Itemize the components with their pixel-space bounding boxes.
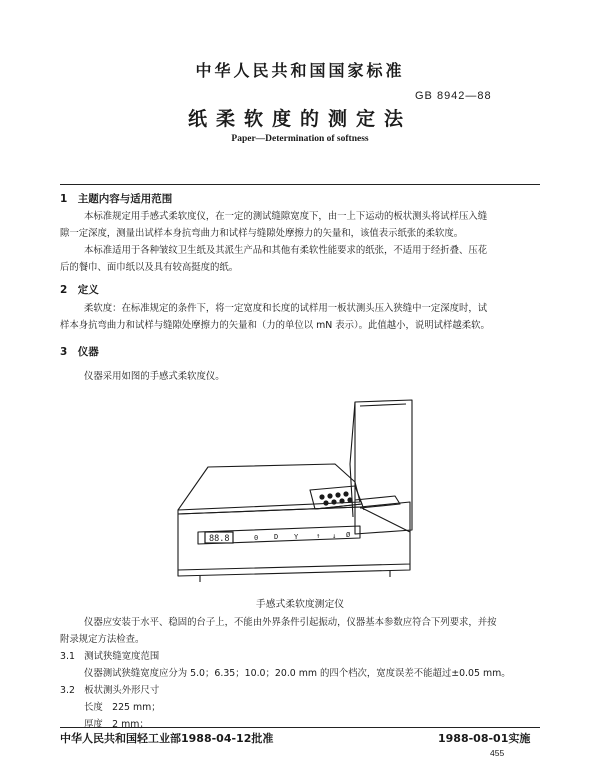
document-title: 纸柔软度的测定法 (187, 108, 412, 130)
header-divider (60, 184, 540, 185)
section-2-heading: 2 定义 (60, 284, 99, 296)
section-1-paragraph-1a: 本标准规定用手感式柔软度仪，在一定的测试缝隙宽度下，由一上下运动的板状测头将试样压入缝 (84, 211, 488, 222)
sample-tray-holes (319, 491, 352, 505)
probe-length: 长度 225 mm； (84, 702, 161, 713)
softness-tester-figure (150, 392, 460, 597)
clause-3-1-heading: 3.1 测试狭缝宽度范围 (60, 651, 160, 662)
section-2-paragraph-1b: 样本身抗弯曲力和试样与缝隙处摩擦力的矢量和（力的单位以 mN 表示）。此值越小，说明试样越柔软。 (60, 320, 490, 331)
panel-button-y: Y (294, 533, 299, 541)
approval-line: 中华人民共和国轻工业部1988-04-12批准 (60, 732, 274, 745)
clause-3-1-text: 仪器测试狭缝宽度应分为 5.0；6.35；10.0；20.0 mm 的四个档次，宽度误差不能超过±0.05 mm。 (84, 668, 511, 679)
installation-paragraph-a: 仪器应安装于水平、稳固的台子上，不能由外界条件引起振动，仪器基本参数应符合下列要求，并按 (84, 617, 497, 628)
lid-inner-panel (360, 404, 406, 406)
section-1-heading: 1 主题内容与适用范围 (60, 193, 173, 205)
section-3-heading: 3 仪器 (60, 346, 99, 358)
panel-button-d: D (274, 533, 279, 541)
section-1-paragraph-2a: 本标准适用于各种皱纹卫生纸及其派生产品和其他有柔软性能要求的纸张，不适用于经折叠、压花 (84, 245, 488, 256)
clause-3-2-heading: 3.2 板状测头外形尺寸 (60, 685, 160, 696)
display-readout: 88.8 (209, 534, 230, 544)
issuing-organization: 中华人民共和国国家标准 (195, 61, 405, 80)
panel-button-zero: 0 (254, 534, 259, 542)
page-number: 455 (490, 748, 505, 758)
front-panel-bottom (178, 564, 410, 576)
instrument-lid (355, 400, 412, 534)
section-3-paragraph-1: 仪器采用如图的手感式柔软度仪。 (84, 371, 225, 382)
installation-paragraph-b: 附录规定方法检查。 (60, 634, 145, 645)
implementation-date: 1988-08-01实施 (438, 732, 531, 745)
panel-button-down: ↓ (332, 532, 337, 540)
figure-caption: 手感式柔软度测定仪 (255, 599, 345, 610)
panel-button-phi: Ø (346, 531, 351, 539)
standard-number: GB 8942—88 (415, 90, 492, 102)
side-panel (360, 502, 410, 532)
section-1-paragraph-2b: 后的餐巾、面巾纸以及具有较高挺度的纸。 (60, 262, 239, 273)
footer-divider (60, 727, 540, 728)
english-title: Paper—Determination of softness (231, 134, 369, 144)
section-1-paragraph-1b: 隙一定深度，测量出试样本身抗弯曲力和试样与缝隙处摩擦力的矢量和，该值表示纸张的柔软度。 (60, 228, 464, 239)
section-2-paragraph-1a: 柔软度：在标准规定的条件下，将一定宽度和长度的试样用一板状测头压入狭缝中一定深度时，试 (84, 303, 488, 314)
probe-thickness: 厚度 2 mm； (84, 719, 149, 730)
panel-button-up: ↑ (316, 532, 321, 540)
sample-tray (310, 486, 362, 509)
